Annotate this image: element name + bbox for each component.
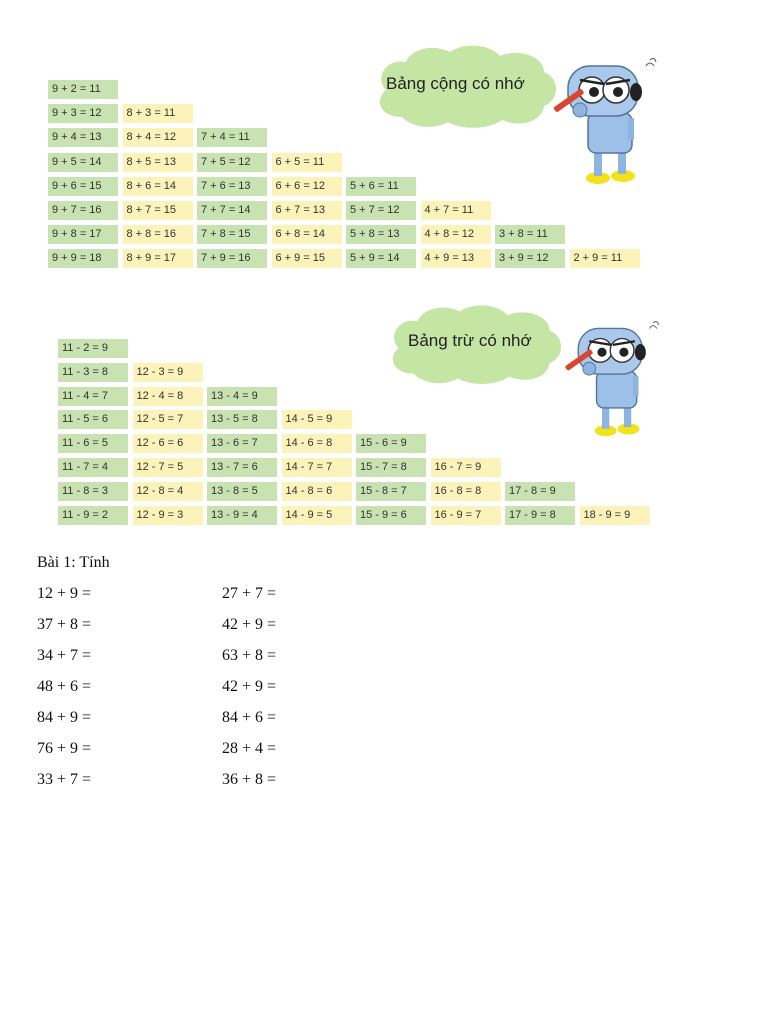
table-cell: 17 - 9 = 8 [505, 506, 575, 525]
table-cell: 9 + 6 = 15 [48, 177, 118, 196]
table-cell: 11 - 9 = 2 [58, 506, 128, 525]
table-cell: 11 - 8 = 3 [58, 482, 128, 501]
table-cell: 6 + 7 = 13 [272, 201, 342, 220]
table-cell: 8 + 6 = 14 [123, 177, 193, 196]
table-cell: 7 + 9 = 16 [197, 249, 267, 268]
table-cell: 5 + 6 = 11 [346, 177, 416, 196]
table-cell: 11 - 7 = 4 [58, 458, 128, 477]
table-cell: 12 - 8 = 4 [133, 482, 203, 501]
table-cell: 13 - 6 = 7 [207, 434, 277, 453]
table-cell: 13 - 8 = 5 [207, 482, 277, 501]
table-cell: 15 - 8 = 7 [356, 482, 426, 501]
exercise-item: 48 + 6 = [37, 678, 92, 695]
table-cell: 7 + 7 = 14 [197, 201, 267, 220]
table-cell: 15 - 6 = 9 [356, 434, 426, 453]
table-cell: 12 - 4 = 8 [133, 387, 203, 406]
exercise-item: 84 + 9 = [37, 709, 92, 726]
table-cell: 8 + 3 = 11 [123, 104, 193, 123]
table-cell: 17 - 8 = 9 [505, 482, 575, 501]
table-cell: 8 + 5 = 13 [123, 153, 193, 172]
table-cell: 9 + 5 = 14 [48, 153, 118, 172]
table-cell: 12 - 3 = 9 [133, 363, 203, 382]
table-cell: 2 + 9 = 11 [570, 249, 640, 268]
table-cell: 8 + 4 = 12 [123, 128, 193, 147]
table-cell: 14 - 8 = 6 [282, 482, 352, 501]
table-cell: 12 - 9 = 3 [133, 506, 203, 525]
exercise-heading: Bài 1: Tính [37, 554, 110, 571]
table-cell: 11 - 5 = 6 [58, 410, 128, 429]
table-cell: 3 + 8 = 11 [495, 225, 565, 244]
exercise-item: 33 + 7 = [37, 771, 92, 788]
table-cell: 8 + 8 = 16 [123, 225, 193, 244]
table-cell: 9 + 3 = 12 [48, 104, 118, 123]
table-cell: 9 + 2 = 11 [48, 80, 118, 99]
exercise-item: 34 + 7 = [37, 647, 92, 664]
subtraction-title: Bảng trừ có nhớ [408, 331, 532, 350]
table-cell: 7 + 6 = 13 [197, 177, 267, 196]
robot-mascot-icon [548, 58, 663, 188]
table-cell: 12 - 6 = 6 [133, 434, 203, 453]
exercise-item: 76 + 9 = [37, 740, 92, 757]
table-cell: 4 + 8 = 12 [421, 225, 491, 244]
robot-mascot-icon [560, 318, 665, 443]
table-cell: 13 - 4 = 9 [207, 387, 277, 406]
addition-title: Bảng cộng có nhớ [386, 74, 525, 93]
table-cell: 11 - 2 = 9 [58, 339, 128, 358]
table-cell: 9 + 4 = 13 [48, 128, 118, 147]
table-cell: 6 + 6 = 12 [272, 177, 342, 196]
table-cell: 9 + 8 = 17 [48, 225, 118, 244]
table-cell: 18 - 9 = 9 [580, 506, 650, 525]
table-cell: 6 + 8 = 14 [272, 225, 342, 244]
table-cell: 4 + 7 = 11 [421, 201, 491, 220]
table-cell: 5 + 7 = 12 [346, 201, 416, 220]
exercise-item: 28 + 4 = [222, 740, 277, 757]
table-cell: 14 - 5 = 9 [282, 410, 352, 429]
exercise-item: 42 + 9 = [222, 678, 277, 695]
exercise-item: 36 + 8 = [222, 771, 277, 788]
table-cell: 7 + 8 = 15 [197, 225, 267, 244]
table-cell: 11 - 3 = 8 [58, 363, 128, 382]
exercise-item: 37 + 8 = [37, 616, 92, 633]
table-cell: 6 + 5 = 11 [272, 153, 342, 172]
table-cell: 13 - 9 = 4 [207, 506, 277, 525]
exercise-item: 42 + 9 = [222, 616, 277, 633]
exercise-item: 84 + 6 = [222, 709, 277, 726]
table-cell: 9 + 7 = 16 [48, 201, 118, 220]
table-cell: 13 - 5 = 8 [207, 410, 277, 429]
table-cell: 5 + 9 = 14 [346, 249, 416, 268]
table-cell: 11 - 6 = 5 [58, 434, 128, 453]
table-cell: 6 + 9 = 15 [272, 249, 342, 268]
table-cell: 7 + 4 = 11 [197, 128, 267, 147]
table-cell: 5 + 8 = 13 [346, 225, 416, 244]
table-cell: 15 - 9 = 6 [356, 506, 426, 525]
table-cell: 14 - 9 = 5 [282, 506, 352, 525]
exercise-item: 27 + 7 = [222, 585, 277, 602]
exercise-item: 12 + 9 = [37, 585, 92, 602]
table-cell: 3 + 9 = 12 [495, 249, 565, 268]
table-cell: 9 + 9 = 18 [48, 249, 118, 268]
table-cell: 13 - 7 = 6 [207, 458, 277, 477]
table-cell: 7 + 5 = 12 [197, 153, 267, 172]
table-cell: 12 - 7 = 5 [133, 458, 203, 477]
table-cell: 8 + 7 = 15 [123, 201, 193, 220]
exercise-item: 63 + 8 = [222, 647, 277, 664]
table-cell: 15 - 7 = 8 [356, 458, 426, 477]
table-cell: 8 + 9 = 17 [123, 249, 193, 268]
table-cell: 14 - 7 = 7 [282, 458, 352, 477]
table-cell: 14 - 6 = 8 [282, 434, 352, 453]
table-cell: 11 - 4 = 7 [58, 387, 128, 406]
table-cell: 16 - 9 = 7 [431, 506, 501, 525]
table-cell: 16 - 8 = 8 [431, 482, 501, 501]
table-cell: 16 - 7 = 9 [431, 458, 501, 477]
table-cell: 12 - 5 = 7 [133, 410, 203, 429]
table-cell: 4 + 9 = 13 [421, 249, 491, 268]
